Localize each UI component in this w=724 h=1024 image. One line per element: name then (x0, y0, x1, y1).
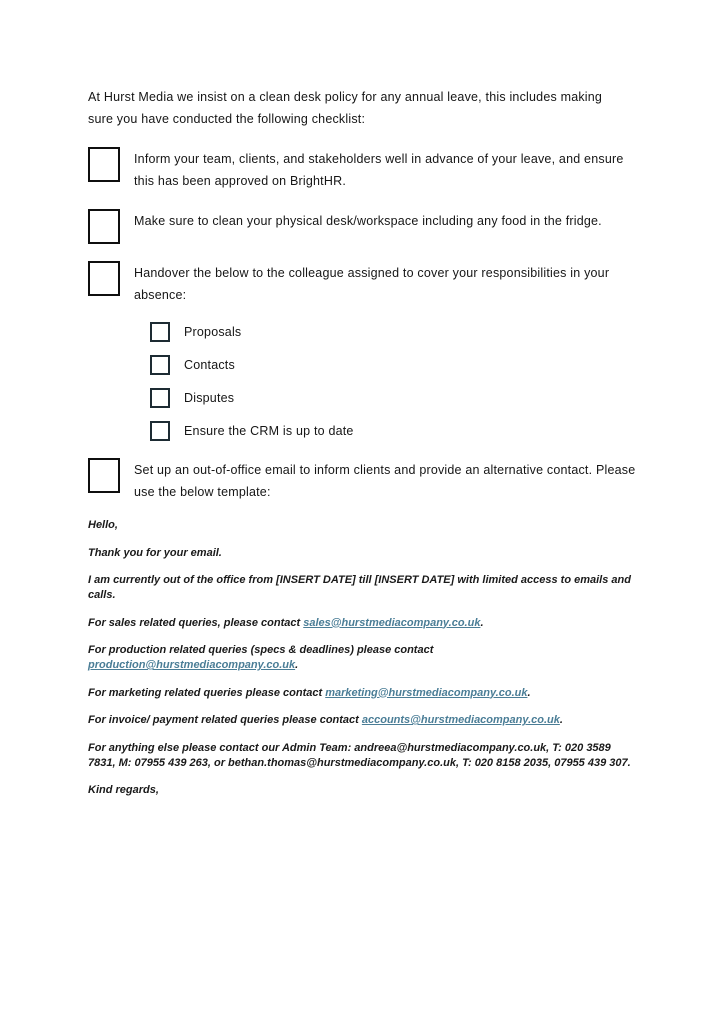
template-signoff: Kind regards, (88, 784, 159, 796)
template-line-prefix: For sales related queries, please contact (88, 616, 304, 629)
checkbox-crm[interactable] (150, 421, 170, 441)
sublist-item-label: Disputes (184, 391, 235, 405)
template-line-sales (88, 616, 640, 631)
template-line-invoice (88, 713, 640, 728)
sublist-item-contacts (150, 355, 640, 375)
sublist-item-label: Ensure the CRM is up to date (184, 424, 354, 438)
checklist-item-out-of-office (88, 458, 640, 503)
checklist-item-handover (88, 261, 640, 306)
template-line-suffix: . (527, 686, 531, 699)
template-thanks: Thank you for your email. (88, 546, 222, 559)
handover-sublist (88, 322, 640, 441)
intro-paragraph: At Hurst Media we insist on a clean desk policy for any annual leave, this includes making sure you have conducted the following checklist: (88, 90, 603, 126)
template-line-prefix: For marketing related queries please contact (88, 686, 326, 699)
sales-email-link[interactable]: sales@hurstmediacompany.co.uk (303, 616, 481, 629)
checkbox-proposals[interactable] (150, 322, 170, 342)
template-line-suffix: . (480, 616, 484, 629)
checklist-item-inform-team (88, 147, 640, 192)
sublist-item-label: Proposals (184, 325, 242, 339)
template-availability: I am currently out of the office from [INSERT DATE] till [INSERT DATE] with limited access to emails and calls. (88, 574, 631, 601)
accounts-email-link[interactable]: accounts@hurstmediacompany.co.uk (361, 714, 560, 726)
template-greeting: Hello, (88, 519, 118, 531)
template-line-suffix: . (295, 659, 299, 671)
template-line-prefix: For invoice/ payment related queries please contact (88, 714, 362, 726)
template-line-marketing (88, 686, 640, 701)
checklist-item-label: Handover the below to the colleague assigned to cover your responsibilities in your absence: (134, 266, 610, 302)
sublist-item-proposals (150, 322, 640, 342)
sublist-item-disputes (150, 388, 640, 408)
checklist-item-label: Set up an out-of-office email to inform clients and provide an alternative contact. Please use the below template: (134, 463, 636, 499)
checkbox-disputes[interactable] (150, 388, 170, 408)
sublist-item-crm (150, 421, 640, 441)
checkbox-handover[interactable] (88, 261, 120, 296)
marketing-email-link[interactable]: marketing@hurstmediacompany.co.uk (325, 686, 528, 699)
template-line-production (88, 643, 640, 673)
sublist-item-label: Contacts (184, 358, 235, 372)
template-line-prefix: For production related queries (specs & deadlines) please contact (88, 644, 434, 656)
checklist-item-label: Make sure to clean your physical desk/workspace including any food in the fridge. (134, 214, 602, 228)
template-admin-contacts: For anything else please contact our Admin Team: andreea@hurstmediacompany.co.uk, T: 020 3589 7831, M: 07955 439 263, or bethan.thomas@hurstmediacompany.co.uk, T: 020 8158 2035, 07955 439 307. (88, 741, 631, 769)
document-content (88, 86, 640, 811)
template-line-suffix: . (559, 714, 563, 726)
email-template (88, 518, 640, 798)
production-email-link[interactable]: production@hurstmediacompany.co.uk (88, 659, 296, 671)
checklist-item-clean-desk (88, 209, 640, 244)
checkbox-contacts[interactable] (150, 355, 170, 375)
checkbox-out-of-office[interactable] (88, 458, 120, 493)
checklist-item-label: Inform your team, clients, and stakeholders well in advance of your leave, and ensure this has been approved on BrightHR. (134, 152, 624, 188)
checkbox-inform-team[interactable] (88, 147, 120, 182)
checkbox-clean-desk[interactable] (88, 209, 120, 244)
